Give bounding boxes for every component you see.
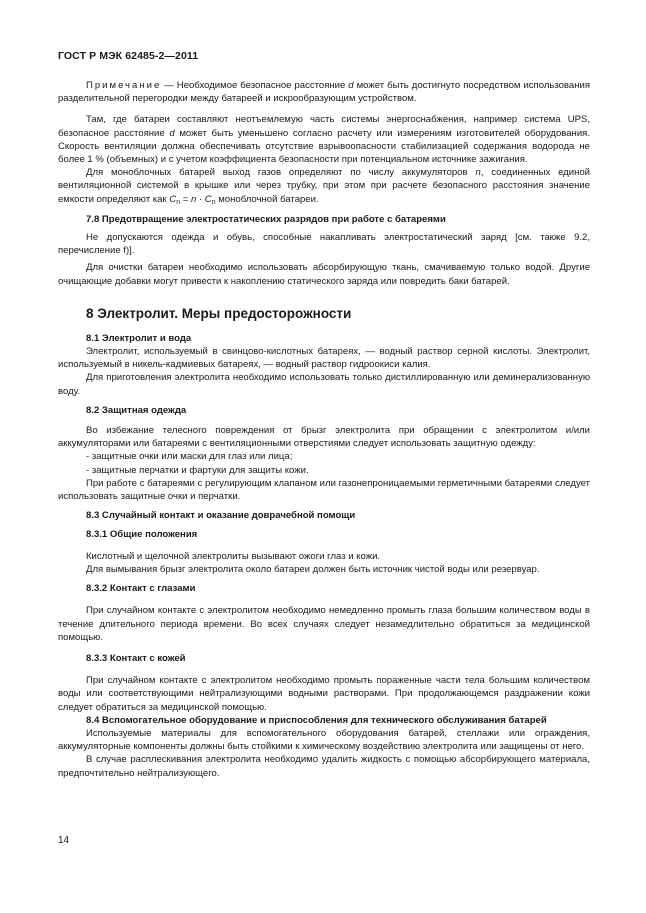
section-7-8-p2: Для очистки батареи необходимо использовать абсорбирующую ткань, смачиваемую только водой. Другие очищающие добавки могут привести к накоплению статического заряда или повредить баки батарей. [58,262,590,287]
document-header: ГОСТ Р МЭК 62485-2—2011 [58,50,199,62]
section-8-3-1-p1: Кислотный и щелочной электролиты вызывают ожоги глаз и кожи. [86,550,381,562]
monoblock-paragraph [58,166,590,209]
section-8-1-p2: Для приготовления электролита необходимо использовать только дистиллированную или деминерализованную воду. [58,372,590,397]
section-8-1-title: 8.1 Электролит и вода [86,332,192,344]
mono-variable: n [475,167,481,179]
ups-text-cont: может быть уменьшено согласно расчету или измерениям изготовителей оборудования. Скорость вентиляции должна обеспечивать отсутствие взрывоопасности стабилизацией содержания водорода не более 1 % (объемных) и с учетом коэффициента безопасности при потенциальном источнике зажигания. [58,127,590,166]
section-8-4-p1: Используемые материалы для вспомогательного оборудования батарей, стеллажи или ограждения, аккумуляторные компоненты должны быть стойкими к химическому воздействию электролита или защищены от него. [58,727,590,753]
mono-text-end: моноблочной батареи. [215,193,319,205]
ups-paragraph [58,113,590,166]
section-7-8-p1: Не допускаются одежда и обувь, способные накапливать электростатический заряд [см. также 9.2, перечисление f)]. [58,232,590,257]
note-variable: d [348,80,354,91]
note-label: Примечание [86,80,162,91]
section-8-4-title: 8.4 Вспомогательное оборудование и приспособления для технического обслуживания батарей [86,714,547,726]
ups-variable: d [169,127,175,139]
section-8-1-p1: Электролит, используемый в свинцово-кислотных батареях, — водный раствор серной кислоты. Электролит, используемый в никель-кадмиевых батареях, — водный раствор гидроокиси калия. [58,346,590,371]
section-8-2-p2: При работе с батареями с регулирующим клапаном или газонепроницаемыми герметичными батареями следует использовать защитные очки и перчатки. [58,477,590,503]
list-item: - защитные очки или маски для глаз или лица; [86,451,293,463]
page-number: 14 [58,835,70,846]
ups-text: Там, где батареи составляют неотъемлемую часть системы энергоснабжения, например система UPS, безопасное расстояние [58,114,590,139]
list-item: - защитные перчатки и фартуки для защиты кожи. [86,464,309,476]
section-8-3-2-p1: При случайном контакте с электролитом необходимо немедленно промыть глаза большим количеством воды в течение длительного периода времени. Во всех случаях следует незамедлительно обратиться за медицинской помощью. [58,605,590,643]
section-8-3-1-p2: Для вымывания брызг электролита около батареи должен быть источник чистой воды или резервуар. [86,563,540,575]
capacity-formula: $C_n = n \cdot C_n$ [169,193,216,206]
section-8-3-3-title: 8.3.3 Контакт с кожей [86,652,186,664]
document-body [58,79,590,780]
mono-text: Для моноблочных батарей выход газов определяют по числу аккумуляторов [86,167,476,179]
note-text-cont: может быть достигнуто посредством использования разделительной перегородки между батареей и искрообразующим устройством. [58,80,590,105]
section-8-2-title: 8.2 Защитная одежда [86,404,187,416]
section-8-3-3-p1: При случайном контакте с электролитом необходимо промыть пораженные части тела большим количеством воды или соответствующими нейтрализующими водными растворами. При продолжающемся раздражении кожи следует обратиться за медицинской помощью. [58,675,590,713]
section-8-3-2-title: 8.3.2 Контакт с глазами [86,583,196,595]
section-8-3-title: 8.3 Случайный контакт и оказание доврачебной помощи [86,510,356,522]
section-8-4-p2: В случае расплескивания электролита необходимо удалить жидкость с помощью абсорбирующего материала, предпочтительно нейтрализующего. [58,754,590,779]
mono-text-cont: , соединенных единой вентиляционной системой в крышке или через трубку, при этом при расчете безопасного расстояния значение емкости определяют как [58,167,590,205]
section-8-3-1-title: 8.3.1 Общие положения [86,529,198,541]
note-text: — Необходимое безопасное расстояние [161,80,349,91]
section-8-2-p1: Во избежание телесного повреждения от брызг электролита при обращении с электролитом и/или аккумуляторами или батареями с вентиляционными отверстиями следует использовать защитную одежду: [58,425,590,450]
section-7-8-title: 7.8 Предотвращение электростатических разрядов при работе с батареями [86,213,446,225]
section-8-title: 8 Электролит. Меры предосторожности [86,305,352,321]
note-paragraph [58,79,590,105]
